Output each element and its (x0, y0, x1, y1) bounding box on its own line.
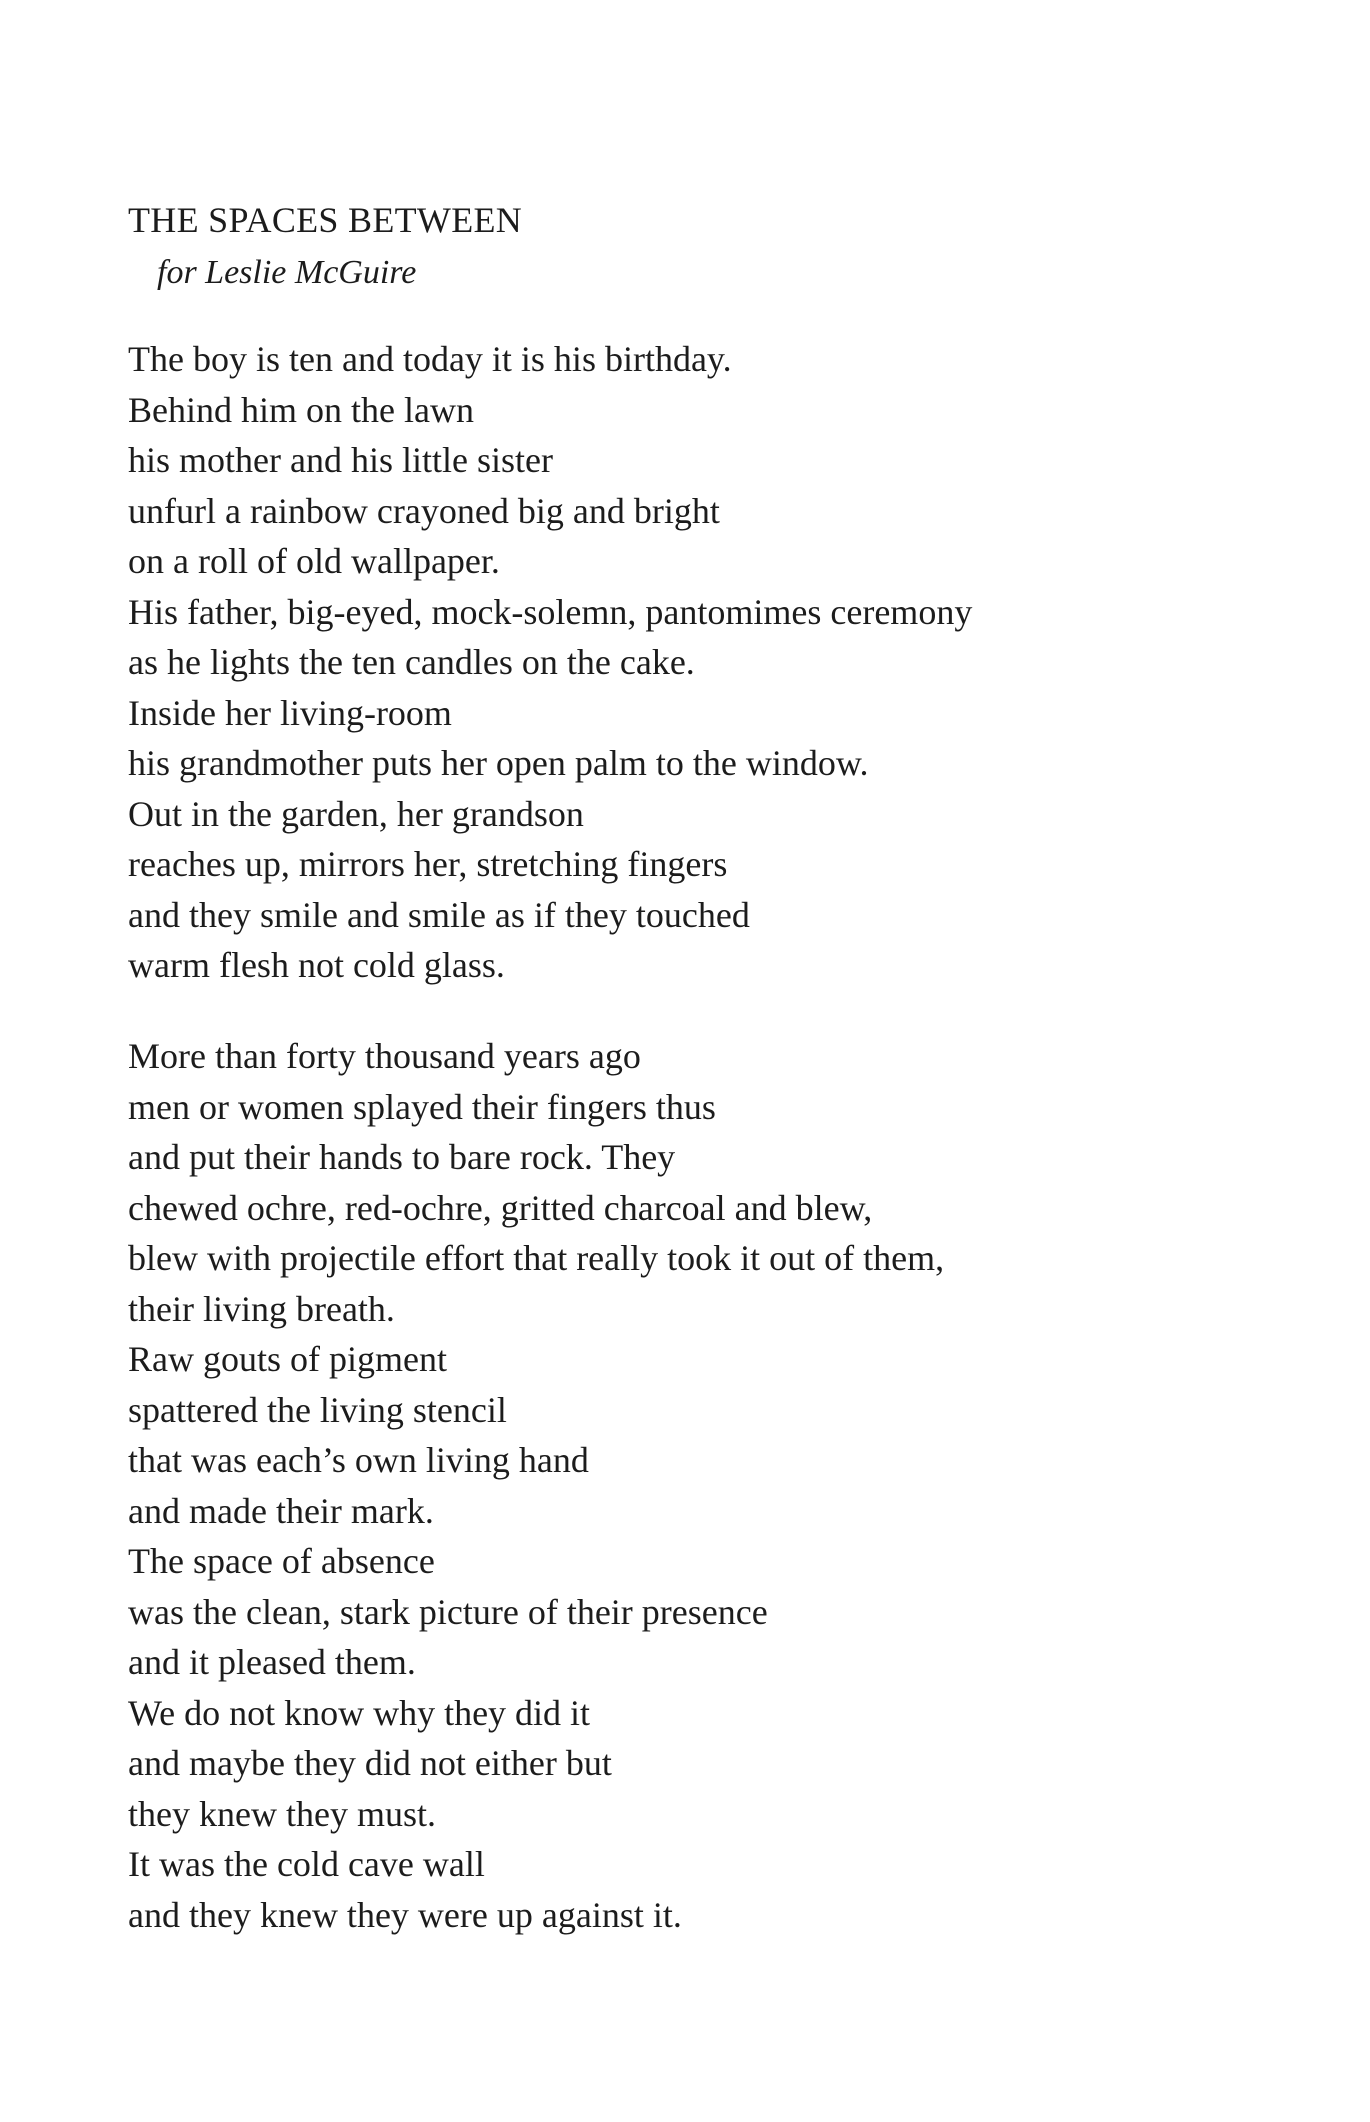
poem-line: on a roll of old wallpaper. (128, 541, 500, 581)
poem-line: reaches up, mirrors her, stretching fingers (128, 844, 728, 884)
poem-line: Out in the garden, her grandson (128, 793, 584, 834)
poem-line: The boy is ten and today it is his birthday. (128, 339, 732, 379)
poem-line: warm flesh not cold glass. (128, 945, 505, 985)
poem-line: We do not know why they did it (128, 1692, 591, 1733)
poem-line: that was each’s own living hand (128, 1440, 589, 1480)
poem-line: as he lights the ten candles on the cake. (128, 642, 695, 682)
poem-line: and it pleased them. (128, 1642, 416, 1682)
poem-line: His father, big-eyed, mock-solemn, pantomimes ceremony (128, 591, 973, 632)
poem-line: More than forty thousand years ago (128, 1036, 641, 1076)
poem-line: and they smile and smile as if they touched (128, 894, 750, 935)
poem-line: and maybe they did not either but (128, 1743, 612, 1783)
poem-line: and put their hands to bare rock. They (128, 1137, 676, 1177)
poem-line: unfurl a rainbow crayoned big and bright (128, 490, 720, 531)
poem-title: THE SPACES BETWEEN (128, 200, 523, 240)
stanza-1 (128, 334, 972, 991)
poem-line: The space of absence (128, 1541, 435, 1581)
poem-line: chewed ochre, red-ochre, gritted charcoal and blew, (128, 1187, 873, 1228)
poem-line: was the clean, stark picture of their presence (128, 1591, 768, 1632)
poem-line: spattered the living stencil (128, 1389, 507, 1430)
poem-line: blew with projectile effort that really took it out of them, (128, 1238, 945, 1278)
poem-dedication: for Leslie McGuire (157, 254, 417, 291)
poem-line: Inside her living-room (128, 692, 452, 733)
poem-line: Raw gouts of pigment (128, 1339, 447, 1379)
poem-line: men or women splayed their fingers thus (128, 1086, 716, 1127)
poem-line: they knew they must. (128, 1793, 436, 1834)
poem-line: their living breath. (128, 1288, 395, 1329)
stanza-2 (128, 1031, 944, 1940)
poem-line: and they knew they were up against it. (128, 1894, 682, 1935)
poem-line: and made their mark. (128, 1490, 434, 1531)
poem-line: Behind him on the lawn (128, 389, 474, 430)
poem-line: It was the cold cave wall (128, 1844, 485, 1884)
poem-line: his grandmother puts her open palm to the window. (128, 743, 869, 783)
poem-line: his mother and his little sister (128, 440, 553, 480)
